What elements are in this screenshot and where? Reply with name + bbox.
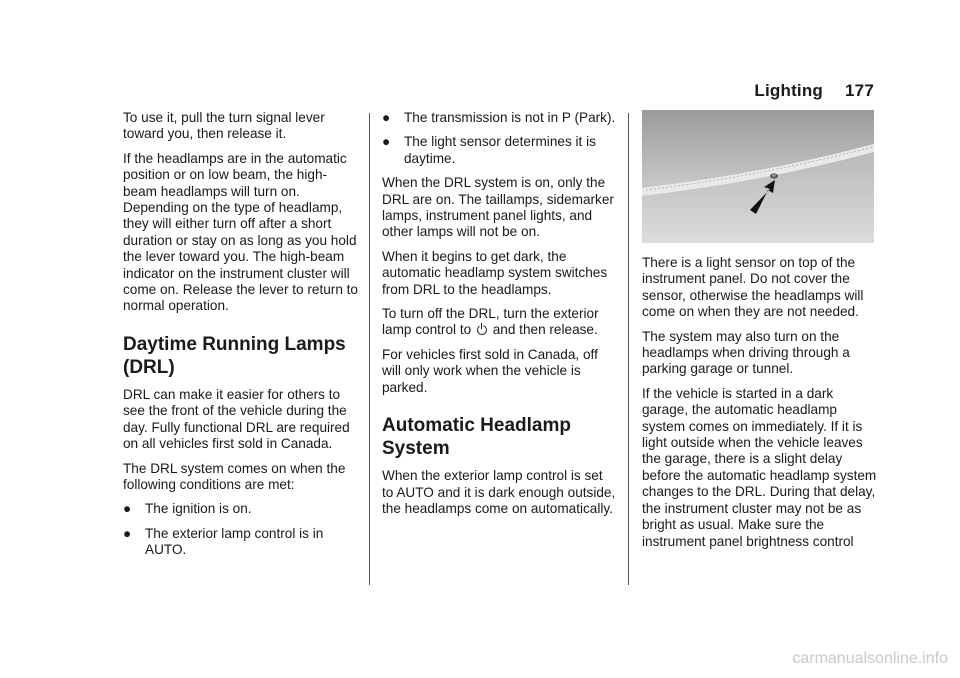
- paragraph: If the vehicle is started in a dark garage, the automatic headlamp system comes on immediately. If it is light outside when the vehicle leaves the garage, there is a slight delay before the automatic headlamp system changes to the DRL. During that delay, the instrument cluster may not be as bright as usual. Make sure the instrument panel brightness control: [642, 385, 877, 549]
- bullet-icon: ●: [123, 525, 132, 541]
- list-item: [123, 526, 358, 559]
- list-item: [382, 134, 617, 167]
- paragraph: There is a light sensor on top of the instrument panel. Do not cover the sensor, otherwise the headlamps will come on when they are not needed.: [642, 255, 864, 320]
- light-sensor-photo: [642, 110, 874, 243]
- paragraph: When the exterior lamp control is set to AUTO and it is dark enough outside, the headlamps come on automatically.: [382, 468, 616, 516]
- text-column-3: [642, 110, 877, 558]
- paragraph: When it begins to get dark, the automatic headlamp system switches from DRL to the headlamps.: [382, 248, 608, 297]
- heading-drl: Daytime Running Lamps (DRL): [123, 333, 346, 378]
- list-item-text: The light sensor determines it is daytime.: [404, 134, 596, 166]
- heading-automatic-headlamp: Automatic Headlamp System: [382, 415, 571, 460]
- text-column-1: [123, 110, 358, 567]
- column-divider: [628, 113, 629, 585]
- section-title: Lighting: [754, 81, 824, 100]
- paragraph: To use it, pull the turn signal lever toward you, then release it.: [123, 110, 325, 142]
- page-number: 177: [845, 81, 874, 100]
- column-divider: [369, 113, 370, 585]
- bullet-icon: ●: [123, 501, 132, 517]
- paragraph: [382, 306, 617, 339]
- paragraph-text: and then release.: [492, 322, 598, 338]
- paragraph: When the DRL system is on, only the DRL are on. The taillamps, sidemarker lamps, instrument panel lights, and other lamps will not be on.: [382, 175, 614, 240]
- power-off-icon: [477, 325, 487, 335]
- paragraph-text: To turn off the DRL, turn the exterior lamp control to: [382, 306, 599, 338]
- list-item-text: The ignition is on.: [145, 501, 252, 517]
- list-item-text: The exterior lamp control is in AUTO.: [145, 525, 324, 558]
- list-item-text: The transmission is not in P (Park).: [404, 110, 616, 125]
- paragraph: For vehicles first sold in Canada, off will only work when the vehicle is parked.: [382, 346, 598, 395]
- paragraph: The DRL system comes on when the following conditions are met:: [123, 460, 346, 492]
- watermark: carmanualsonline.info: [792, 650, 948, 667]
- bullet-icon: ●: [382, 134, 391, 150]
- page-header: [754, 81, 874, 101]
- paragraph: DRL can make it easier for others to see the front of the vehicle during the day. Fully functional DRL are required on all vehicles first sold in Canada.: [123, 386, 350, 452]
- text-column-2: [382, 110, 617, 525]
- bullet-icon: ●: [382, 110, 391, 125]
- paragraph: If the headlamps are in the automatic position or on low beam, the high-beam headlamps will turn on. Depending on the type of headlamp, they will either turn off after a short duration or stay on as long as you hold the lever toward you. The high-beam indicator on the instrument cluster will come on. Release the lever to return to normal operation.: [123, 150, 358, 314]
- list-item: [382, 110, 617, 126]
- list-item: [123, 501, 358, 517]
- paragraph: The system may also turn on the headlamps when driving through a parking garage or tunnel.: [642, 328, 850, 377]
